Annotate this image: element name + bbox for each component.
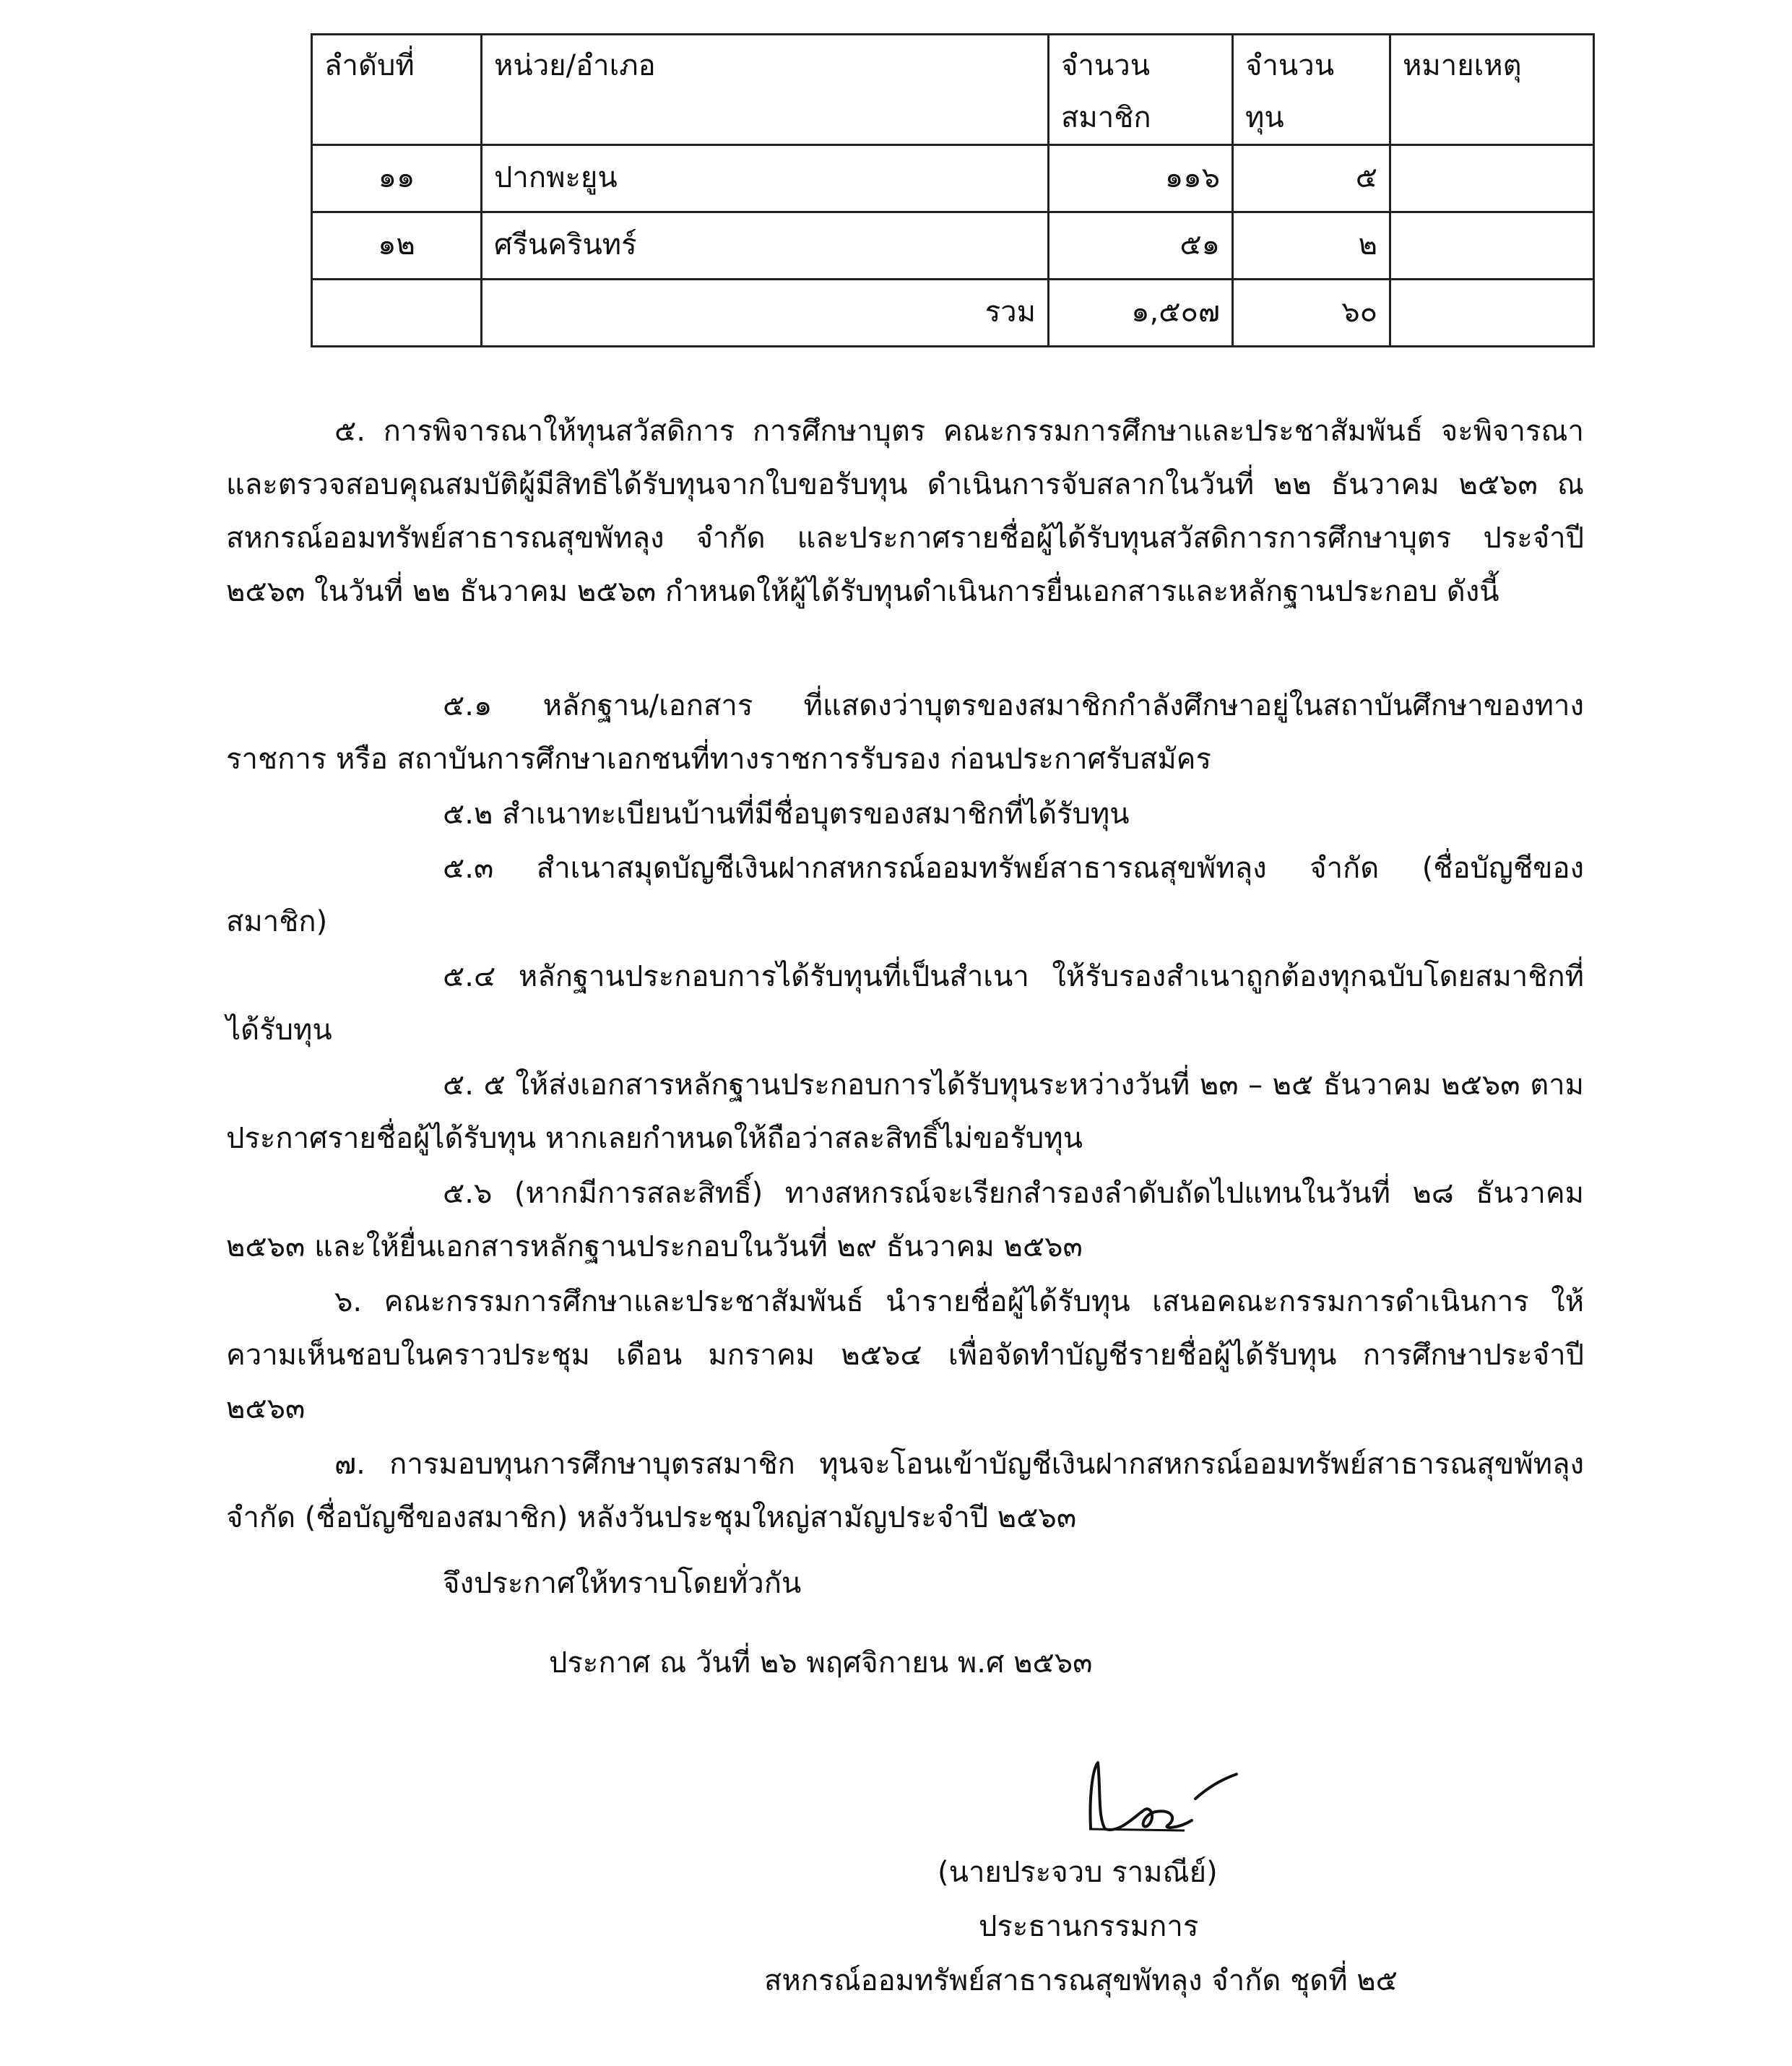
total-grants: ๖๐	[1233, 280, 1390, 347]
header-unit: หน่วย/อำเภอ	[482, 35, 1049, 145]
grant-table	[311, 33, 1595, 347]
paragraph-5-1: ๕.๑ หลักฐาน/เอกสาร ที่แสดงว่าบุตรของสมาชิกกำลังศึกษาอยู่ในสถาบันศึกษาของทางราชการ หรือ สถาบันการศึกษาเอกชนที่ทางราชการรับรอง ก่อนประกาศรับสมัคร	[226, 689, 1584, 776]
cell-unit: ศรีนครินทร์	[482, 212, 1049, 280]
cell-note	[1390, 212, 1594, 280]
paragraph-5: ๕. การพิจารณาให้ทุนสวัสดิการ การศึกษาบุตร คณะกรรมการศึกษาและประชาสัมพันธ์ จะพิจารณาและตรวจสอบคุณสมบัติผู้มีสิทธิได้รับทุนจากใบขอรับทุน ดำเนินการจับสลากในวันที่ ๒๒ ธันวาคม ๒๕๖๓ ณ สหกรณ์ออมทรัพย์สาธารณสุขพัทลุง จำกัด และประกาศรายชื่อผู้ได้รับทุนสวัสดิการการศึกษาบุตร ประจำปี ๒๕๖๓ ในวันที่ ๒๒ ธันวาคม ๒๕๖๓ กำหนดให้ผู้ได้รับทุนดำเนินการยื่นเอกสารและหลักฐานประกอบ ดังนี้	[226, 415, 1584, 608]
cell-note	[1390, 280, 1594, 347]
header-grants	[1233, 35, 1390, 145]
signature-scribble	[1076, 1748, 1242, 1842]
cell-order-empty	[312, 280, 482, 347]
paragraph-5-3: ๕.๓ สำเนาสมุดบัญชีเงินฝากสหกรณ์ออมทรัพย์สาธารณสุขพัทลุง จำกัด (ชื่อบัญชีของสมาชิก)	[226, 852, 1584, 938]
header-order: ลำดับที่	[312, 35, 482, 145]
announcement-line: จึงประกาศให้ทราบโดยทั่วกัน	[443, 1567, 802, 1600]
header-note: หมายเหตุ	[1390, 35, 1594, 145]
paragraph-5-6: ๕.๖ (หากมีการสละสิทธิ์) ทางสหกรณ์จะเรียกสำรองลำดับถัดไปแทนในวันที่ ๒๘ ธันวาคม ๒๕๖๓ และให้ยื่นเอกสารหลักฐานประกอบในวันที่ ๒๙ ธันวาคม ๒๕๖๓	[226, 1177, 1584, 1263]
header-members	[1049, 35, 1233, 145]
signer-name: (นายประจวบ รามณีย์)	[938, 1856, 1218, 1889]
total-members: ๑,๕๐๗	[1049, 280, 1233, 347]
cell-members: ๑๑๖	[1049, 145, 1233, 212]
table-row	[312, 145, 1594, 212]
cell-unit: ปากพะยูน	[482, 145, 1049, 212]
cell-members: ๕๑	[1049, 212, 1233, 280]
paragraph-5-4: ๕.๔ หลักฐานประกอบการได้รับทุนที่เป็นสำเนา ให้รับรองสำเนาถูกต้องทุกฉบับโดยสมาชิกที่ได้รับทุน	[226, 960, 1584, 1047]
table-total-row	[312, 280, 1594, 347]
cell-grants: ๕	[1233, 145, 1390, 212]
cell-order: ๑๒	[312, 212, 482, 280]
cell-grants: ๒	[1233, 212, 1390, 280]
total-label: รวม	[482, 280, 1049, 347]
paragraph-6: ๖. คณะกรรมการศึกษาและประชาสัมพันธ์ นำรายชื่อผู้ได้รับทุน เสนอคณะกรรมการดำเนินการ ให้ความเห็นชอบในคราวประชุม เดือน มกราคม ๒๕๖๔ เพื่อจัดทำบัญชีรายชื่อผู้ได้รับทุน การศึกษาประจำปี ๒๕๖๓	[226, 1285, 1584, 1425]
signer-organization: สหกรณ์ออมทรัพย์สาธารณสุขพัทลุง จำกัด ชุดที่ ๒๕	[764, 1964, 1398, 1997]
signer-position: ประธานกรรมการ	[979, 1910, 1199, 1943]
header-members-line1: จำนวน	[1061, 49, 1151, 82]
cell-order: ๑๑	[312, 145, 482, 212]
paragraph-5-5: ๕. ๕ ให้ส่งเอกสารหลักฐานประกอบการได้รับทุนระหว่างวันที่ ๒๓ – ๒๕ ธันวาคม ๒๕๖๓ ตามประกาศรายชื่อผู้ได้รับทุน หากเลยกำหนดให้ถือว่าสละสิทธิ์ไม่ขอรับทุน	[226, 1068, 1584, 1155]
announcement-date: ประกาศ ณ วันที่ ๒๖ พฤศจิกายน พ.ศ ๒๕๖๓	[549, 1646, 1093, 1680]
cell-note	[1390, 145, 1594, 212]
table-header-row	[312, 35, 1594, 145]
table-row	[312, 212, 1594, 280]
header-grants-line2: ทุน	[1245, 101, 1284, 134]
header-grants-line1: จำนวน	[1245, 49, 1335, 82]
paragraph-5-2: ๕.๒ สำเนาทะเบียนบ้านที่มีชื่อบุตรของสมาชิกที่ได้รับทุน	[443, 798, 1130, 831]
paragraph-7: ๗. การมอบทุนการศึกษาบุตรสมาชิก ทุนจะโอนเข้าบัญชีเงินฝากสหกรณ์ออมทรัพย์สาธารณสุขพัทลุง จำกัด (ชื่อบัญชีของสมาชิก) หลังวันประชุมใหญ่สามัญประจำปี ๒๕๖๓	[226, 1448, 1584, 1534]
header-members-line2: สมาชิก	[1061, 101, 1151, 134]
